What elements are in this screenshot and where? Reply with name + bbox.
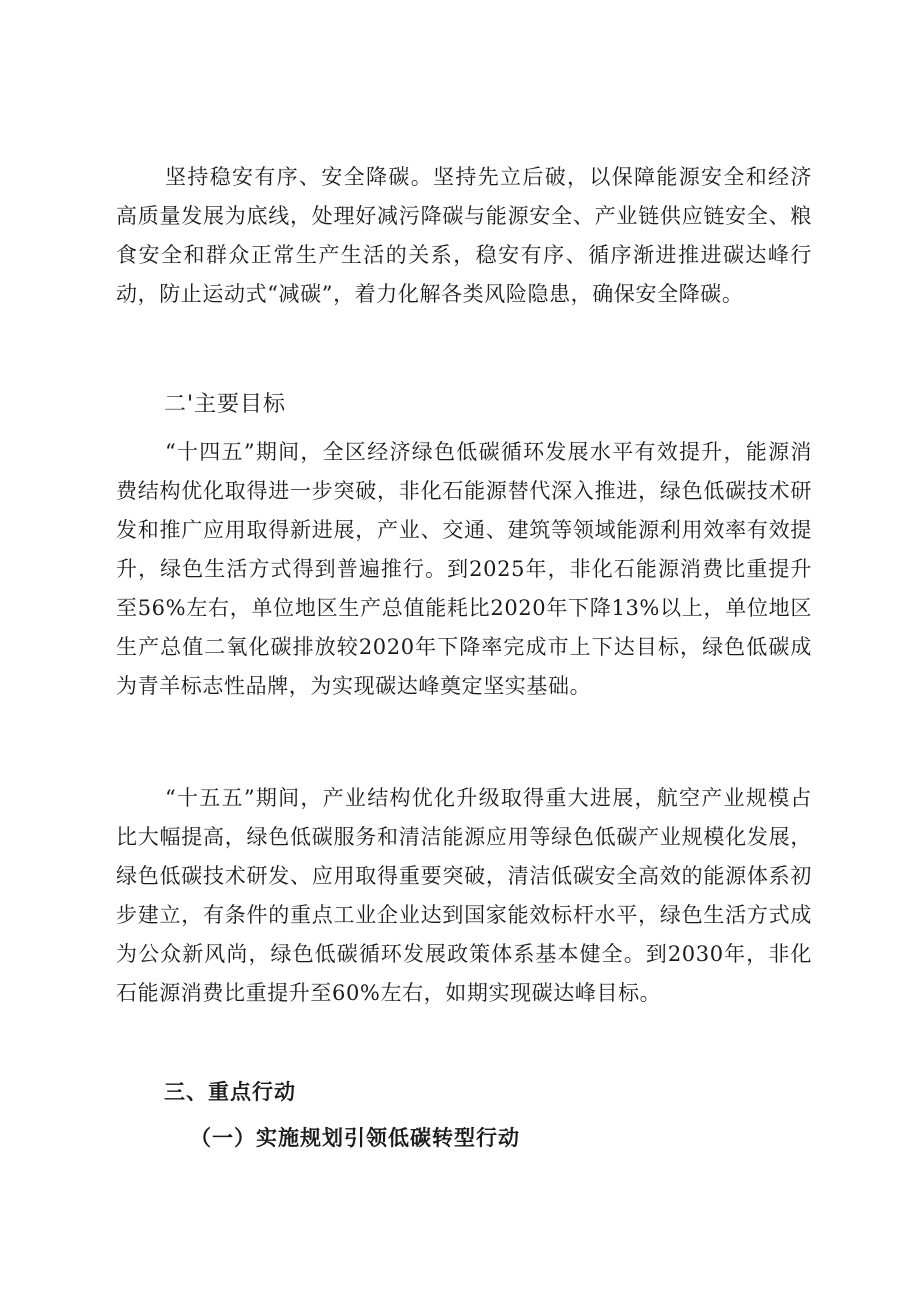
subsection-heading-planning-action: （一）实施规划引领低碳转型行动 — [190, 1126, 520, 1150]
paragraph-14th-five-year-goals: “十四五”期间，全区经济绿色低碳循环发展水平有效提升，能源消费结构优化取得进一步突破，非化石能源替代深入推进，绿色低碳技术研发和推广应用取得新进展，产业、交通、建筑等领域能源利用效率有效提升，绿色生活方式得到普遍推行。到2025年，非化石能源消费比重提升至56%左右，单位地区生产总值能耗比2020年下降13%以上，单位地区生产总值二氧化碳排放较2020年下降率完成市上下达目标，绿色低碳成为青羊标志性品牌，为实现碳达峰奠定坚实基础。 — [116, 440, 812, 698]
section-heading-main-goals: 二'主要目标 — [164, 392, 287, 417]
paragraph-15th-five-year-goals: “十五五”期间，产业结构优化升级取得重大进展，航空产业规模占比大幅提高，绿色低碳服务和清洁能源应用等绿色低碳产业规模化发展，绿色低碳技术研发、应用取得重要突破，清洁低碳安全高效的能源体系初步建立，有条件的重点工业企业达到国家能效标杆水平，绿色生活方式成为公众新风尚，绿色低碳循环发展政策体系基本健全。到2030年，非化石能源消费比重提升至60%左右，如期实现碳达峰目标。 — [116, 786, 812, 1005]
section-heading-key-actions: 三、重点行动 — [164, 1080, 296, 1104]
paragraph-safe-carbon-reduction: 坚持稳安有序、安全降碳。坚持先立后破，以保障能源安全和经济高质量发展为底线，处理好减污降碳与能源安全、产业链供应链安全、粮食安全和群众正常生产生活的关系，稳安有序、循序渐进推进碳达峰行动，防止运动式“减碳”，着力化解各类风险隐患，确保安全降碳。 — [116, 165, 812, 306]
